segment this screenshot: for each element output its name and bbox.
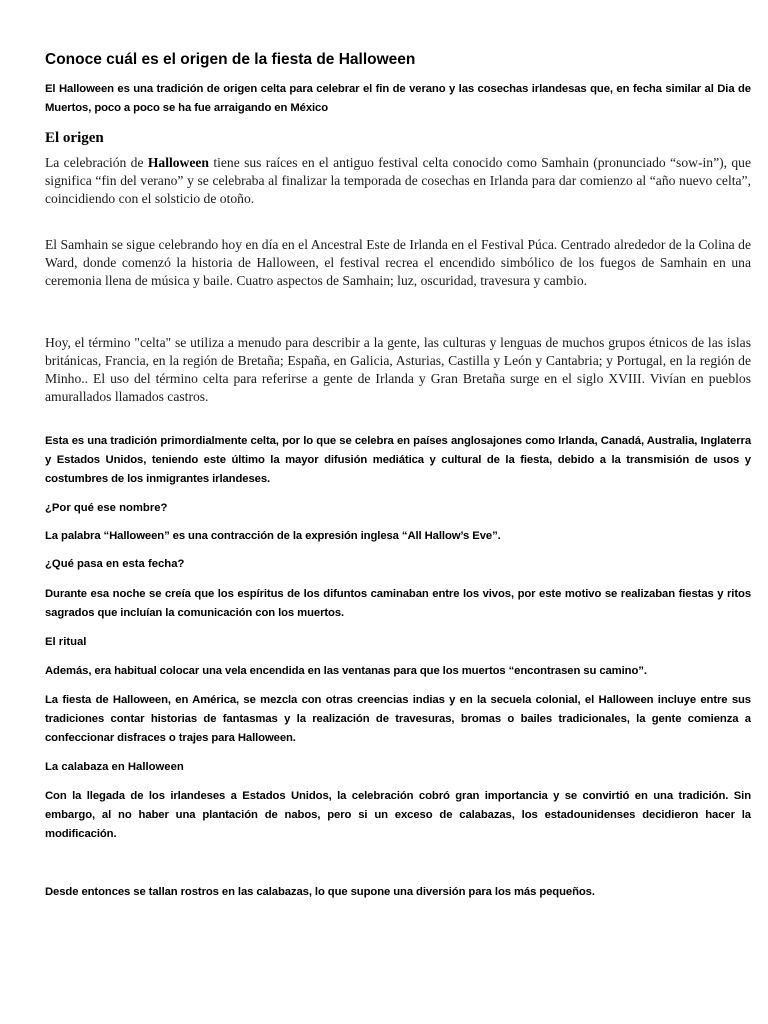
origin-p1-end: tiene sus raíces en el antiguo festival celta conocido como Samhain (pronunciado “sow-in”), que significa “fin del verano” y se celebraba al finalizar la temporada de cosechas en Irlanda para dar comienzo al “año nuevo celta”, coincidiendo con el solsticio de otoño. [45,155,751,206]
origin-paragraph-1 [45,154,751,208]
origin-heading: El origen [45,130,104,146]
pumpkin-heading: La calabaza en Halloween [45,761,184,773]
name-heading: ¿Por qué ese nombre? [45,502,168,514]
origin-p1-start: La celebración de [45,155,148,170]
name-paragraph: La palabra “Halloween” es una contracción de la expresión inglesa “All Hallow’s Eve”. [45,530,501,542]
pumpkin-paragraph-2: Desde entonces se tallan rostros en las calabazas, lo que supone una diversión para los más pequeños. [45,886,595,898]
pumpkin-paragraph-1: Con la llegada de los irlandeses a Estados Unidos, la celebración cobró gran importancia y se convirtió en una tradición. Sin embargo, al no haber una plantación de nabos, pero si un exceso de calabazas, los estadounidenses decidieron hacer la modificación. [45,790,751,840]
intro-paragraph: El Halloween es una tradición de origen celta para celebrar el fin de verano y las cosechas irlandesas que, en fecha similar al Dia de Muertos, poco a poco se ha fue arraigando en México [45,83,751,114]
halloween-bold: Halloween [147,155,209,170]
ritual-paragraph-1: Además, era habitual colocar una vela encendida en las ventanas para que los muertos “encontrasen su camino”. [45,665,647,677]
ritual-paragraph-2: La fiesta de Halloween, en América, se mezcla con otras creencias indias y en la secuela colonial, el Halloween incluye entre sus tradiciones contar historias de fantasmas y la realización de travesuras, bromas o bailes tradicionales, la gente comienza a confeccionar disfraces o trajes para Halloween. [45,694,751,744]
celtic-paragraph: Esta es una tradición primordialmente celta, por lo que se celebra en países anglosajones como Irlanda, Canadá, Australia, Inglaterra y Estados Unidos, teniendo este último la mayor difusión mediática y cultural de la fiesta, debido a la transmisión de usos y costumbres de los inmigrantes irlandeses. [45,435,751,485]
ritual-heading: El ritual [45,636,87,648]
origin-paragraph-2: El Samhain se sigue celebrando hoy en día en el Ancestral Este de Irlanda en el Festival Púca. Centrado alrededor de la Colina de Ward, donde comenzó la historia de Halloween, el festival recrea el encendido simbólico de los fuegos de Samhain en una ceremonia llena de música y baile. Cuatro aspectos de Samhain; luz, oscuridad, travesura y cambio. [45,237,751,288]
origin-paragraph-3: Hoy, el término "celta" se utiliza a menudo para describir a la gente, las culturas y lenguas de muchos grupos étnicos de las islas británicas, Francia, en la región de Bretaña; España, en Galicia, Asturias, Castilla y León y Cantabria; y Portugal, en la región de Minho.. El uso del término celta para referirse a gente de Irlanda y Gran Bretaña surge en el siglo XVIII. Vivían en pueblos amurallados llamados castros. [45,335,751,404]
date-heading: ¿Qué pasa en esta fecha? [45,558,185,570]
page-title: Conoce cuál es el origen de la fiesta de Halloween [45,51,416,68]
date-paragraph: Durante esa noche se creía que los espíritus de los difuntos caminaban entre los vivos, por este motivo se realizaban fiestas y ritos sagrados que incluían la comunicación con los muertos. [45,588,751,619]
